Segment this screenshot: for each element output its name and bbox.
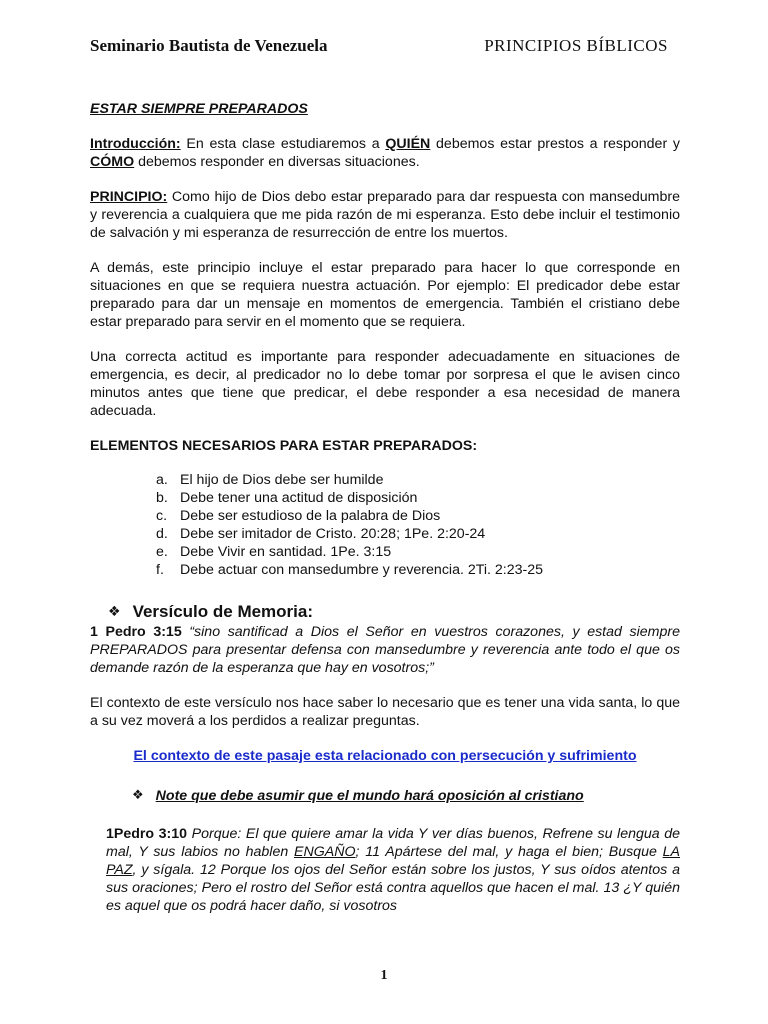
list-marker: f. [156,562,164,578]
list-item [156,489,680,507]
pedro-3-10-ref: 1Pedro 3:10 [106,826,188,842]
intro-text-2: debemos estar prestos a responder y [430,136,680,152]
actitud-paragraph: Una correcta actitud es importante para responder adecuadamente en situaciones de emergencia, es decir, al predicador no lo debe tomar por sorpresa el que le avisen cinco minutos antes que tiene que predicar, el debe responder a esa necesidad de manera adecuada. [90,349,680,419]
list-marker: c. [156,508,168,524]
pedro-3-10-text-2: ; 11 Apártese del mal, y haga el bien; Busque [355,844,663,860]
list-item-text: Debe ser imitador de Cristo. 20:28; 1Pe. 2:20-24 [180,526,486,542]
memory-verse [90,623,680,677]
diamond-bullet-icon: ❖ [132,788,144,803]
note-text: Note que debe asumir que el mundo hará oposición al cristiano [155,788,584,804]
contexto-paragraph: El contexto de este versículo nos hace saber lo necesario que es tener una vida santa, lo que a su vez moverá a los perdidos a realizar preguntas. [90,695,680,729]
list-item-text: El hijo de Dios debe ser humilde [180,472,384,488]
intro-como: CÓMO [90,154,135,170]
page-title: ESTAR SIEMPRE PREPARADOS [90,101,308,117]
principio-label: PRINCIPIO: [90,189,168,205]
list-marker: e. [156,544,168,560]
context-link[interactable]: El contexto de este pasaje esta relacionado con persecución y sufrimiento [133,748,637,764]
list-item-text: Debe Vivir en santidad. 1Pe. 3:15 [180,544,392,560]
list-item [156,525,680,543]
diamond-bullet-icon: ❖ [108,604,121,620]
ademas-paragraph: A demás, este principio incluye el estar preparado para hacer lo que corresponde en situaciones en que se requiera nuestra actuación. Por ejemplo: El predicador debe estar preparado para dar un mensaje en momentos de emergencia. También el cristiano debe estar preparado para servir en el momento que se requiera. [90,260,680,330]
intro-paragraph [90,135,680,171]
list-marker: a. [156,472,168,488]
page-header [90,36,668,56]
list-item [156,543,680,561]
note-line [132,787,680,805]
list-marker: d. [156,526,168,542]
list-marker: b. [156,490,168,506]
intro-quien: QUIÉN [385,136,431,152]
principio-text: Como hijo de Dios debo estar preparado para dar respuesta con mansedumbre y reverencia a cualquiera que me pida razón de mi esperanza. Esto debe incluir el testimonio de salvación y mi esperanza de resurrección de entre los muertos. [90,189,680,241]
pedro-3-10-passage [106,825,680,915]
memory-verse-ref: 1 Pedro 3:15 [90,624,182,640]
pedro-3-10-lapaz: LA PAZ [106,844,680,878]
memory-verse-title: Versículo de Memoria: [132,602,314,621]
pedro-3-10-text-3: , y sígala. 12 Porque los ojos del Señor están sobre los justos, Y sus oídos atentos a sus oraciones; Pero el rostro del Señor está contra aquellos que hacen el mal. 13 ¿Y quién es aquel que os podrá hacer daño, si vosotros [106,862,680,914]
pedro-3-10-engano: ENGAÑO [294,844,356,860]
intro-text-1: En esta clase estudiaremos a [180,136,386,152]
list-item [156,561,680,579]
elements-list [90,471,680,579]
intro-text-3: debemos responder en diversas situaciones. [134,154,420,170]
list-item-text: Debe tener una actitud de disposición [180,490,418,506]
list-item-text: Debe ser estudioso de la palabra de Dios [180,508,441,524]
elements-heading: ELEMENTOS NECESARIOS PARA ESTAR PREPARADOS: [90,438,478,454]
list-item [156,507,680,525]
document-body [90,100,680,915]
list-item-text: Debe actuar con mansedumbre y reverencia. 2Ti. 2:23-25 [180,562,544,578]
intro-label: Introducción: [90,136,181,152]
memory-verse-heading [108,603,680,621]
list-item [156,471,680,489]
pedro-3-10-text-1: Porque: El que quiere amar la vida Y ver días buenos, Refrene su lengua de mal, Y sus labios no hablen [106,826,681,860]
principio-paragraph [90,188,680,242]
header-course: PRINCIPIOS BÍBLICOS [484,36,668,55]
page-number: 1 [380,968,388,983]
header-seminary: Seminario Bautista de Venezuela [90,36,328,55]
memory-verse-text: “sino santificad a Dios el Señor en vuestros corazones, y estad siempre PREPARADOS para presentar defensa con mansedumbre y reverencia ante todo el que os demande razón de la esperanza que hay en vosotros;” [90,624,680,676]
